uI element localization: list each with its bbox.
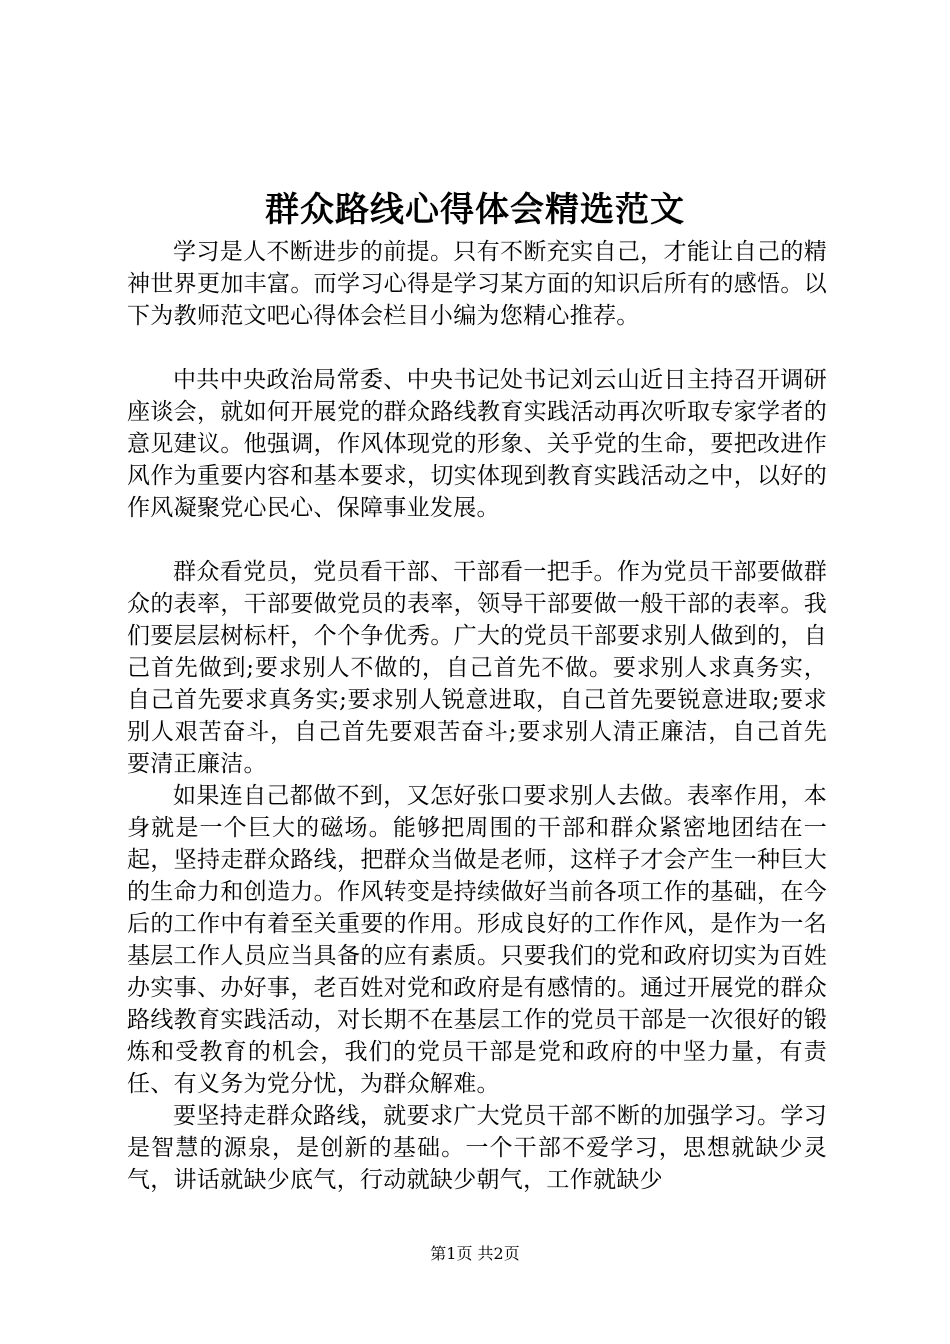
- document-title: 群众路线心得体会精选范文: [265, 190, 685, 230]
- page-number-footer: 第1页 共2页: [430, 1244, 520, 1263]
- paragraph-spacer: [127, 332, 827, 364]
- paragraph-intro: 学习是人不断进步的前提。只有不断充实自己，才能让自己的精神世界更加丰富。而学习心得是学习某方面的知识后所有的感悟。以下为教师范文吧心得体会栏目小编为您精心推荐。: [127, 239, 827, 329]
- paragraph-spacer: [127, 524, 827, 556]
- paragraph-study: 要坚持走群众路线，就要求广大党员干部不断的加强学习。学习是智慧的源泉，是创新的基础。一个干部不爱学习，思想就缺少灵气，讲话就缺少底气，行动就缺少朝气，工作就缺少: [127, 1103, 827, 1193]
- paragraph-liu-yunshan: 中共中央政治局常委、中央书记处书记刘云山近日主持召开调研座谈会，就如何开展党的群众路线教育实践活动再次听取专家学者的意见建议。他强调，作风体现党的形象、关乎党的生命，要把改进作风作为重要内容和基本要求，切实体现到教育实践活动之中，以好的作风凝聚党心民心、保障事业发展。: [127, 367, 827, 521]
- paragraph-example-effect: 如果连自己都做不到，又怎好张口要求别人去做。表率作用，本身就是一个巨大的磁场。能够把周围的干部和群众紧密地团结在一起，坚持走群众路线，把群众当做是老师，这样子才会产生一种巨大的生命力和创造力。作风转变是持续做好当前各项工作的基础，在今后的工作中有着至关重要的作用。形成良好的工作作风，是作为一名基层工作人员应当具备的应有素质。只要我们的党和政府切实为百姓办实事、办好事，老百姓对党和政府是有感情的。通过开展党的群众路线教育实践活动，对长期不在基层工作的党员干部是一次很好的锻炼和受教育的机会，我们的党员干部是党和政府的中坚力量，有责任、有义务为党分忧，为群众解难。: [127, 783, 827, 1097]
- document-body: [127, 236, 827, 1196]
- paragraph-role-model: 群众看党员，党员看干部、干部看一把手。作为党员干部要做群众的表率，干部要做党员的表率，领导干部要做一般干部的表率。我们要层层树标杆，个个争优秀。广大的党员干部要求别人做到的，自己首先做到;要求别人不做的，自己首先不做。要求别人求真务实，自己首先要求真务实;要求别人锐意进取，自己首先要锐意进取;要求别人艰苦奋斗，自己首先要艰苦奋斗;要求别人清正廉洁，自己首先要清正廉洁。: [127, 559, 827, 777]
